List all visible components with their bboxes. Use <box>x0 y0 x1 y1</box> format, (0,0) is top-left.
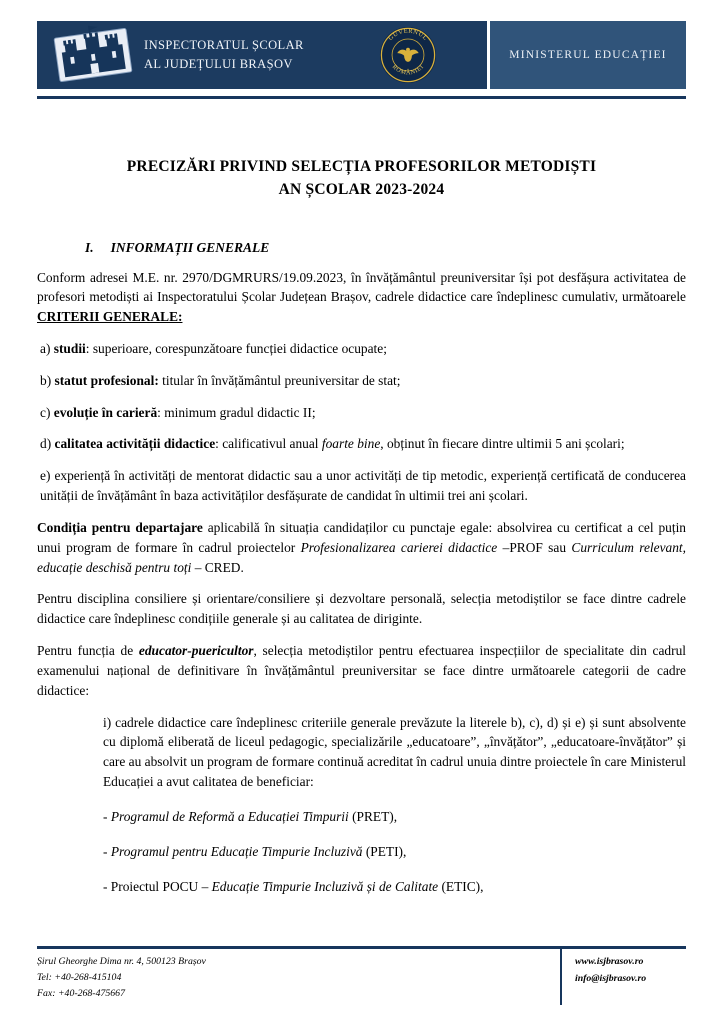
seal-text-top: GUVERNUL <box>387 27 429 43</box>
inspectorate-fortress-logo-icon <box>51 25 135 85</box>
footer-columns <box>37 949 686 1002</box>
document-body <box>37 99 686 896</box>
criterion-b: b) statut profesional: titular în învățământul preuniversitar de stat; <box>40 372 401 388</box>
criterion-d: d) calitatea activității didactice: calificativul anual foarte bine, obținut în fiecare dintre ultimii 5 ani școlari; <box>40 436 625 452</box>
ministry-name: MINISTERUL EDUCAȚIEI <box>509 49 667 61</box>
footer-divider <box>560 949 562 1005</box>
page-footer <box>37 946 686 1002</box>
footer-address: Șirul Gheorghe Dima nr. 4, 500123 Brașov <box>37 956 206 967</box>
letterhead <box>37 21 686 89</box>
footer-email: info@isjbrasov.ro <box>575 972 647 984</box>
paragraph-educator-puericultor: Pentru funcția de educator-puericultor, selecția metodiștilor pentru efectuarea inspecțiilor de specialitate din cadrul examenului național de definitivare în învățământul preuniversitar se face dintre următoarele categorii de cadre didactice: <box>37 643 686 698</box>
section-number: I. <box>85 239 94 255</box>
paragraph-counseling: Pentru disciplina consiliere și orientare/consiliere și dezvoltare personală, selecția metodiștilor se face dintre cadrele didactice care îndeplinesc condițiile generale și au calitatea de diriginte. <box>37 591 686 627</box>
footer-web-block <box>575 954 646 987</box>
footer-tel: Tel: +40-268-415104 <box>37 971 122 983</box>
footer-website: www.isjbrasov.ro <box>575 956 644 967</box>
project-etic: - Proiectul POCU – Educație Timpurie Incluzivă și de Calitate (ETIC), <box>103 878 484 894</box>
footer-fax: Fax: +40-268-475667 <box>37 987 125 999</box>
paragraph-general-criteria: Conform adresei M.E. nr. 2970/DGMRURS/19.09.2023, în învățământul preuniversitar își pot desfășura activitatea de profesori metodiști ai Inspectoratului Școlar Județean Brașov, cadrele didactice care îndeplinesc cumulativ, următoarele CRITERII GENERALE: <box>37 269 686 325</box>
project-peti: - Programul pentru Educație Timpurie Incluzivă (PETI), <box>103 843 407 859</box>
category-i: i) cadrele didactice care îndeplinesc criteriile generale prevăzute la literele b), c), d) și e) și sunt absolvente cu diplomă eliberată de liceul pedagogic, specializările „educatoare”, „învățător”, „educatoare-învățător” și care au absolvit un program de formare continuă acreditat în cadrul unuia dintre proiectele în care Ministerul Educației a avut calitatea de beneficiar: <box>103 714 686 790</box>
criterion-e: e) experiență în activități de mentorat didactic sau a unor activități de tip metodic, experiență certificată de conducerea unității de învățământ în baza activităților desfășurate de candidat în ultimii trei ani școlari. <box>40 468 686 504</box>
section-heading <box>85 240 686 256</box>
government-seal-icon <box>379 26 437 84</box>
inspectorate-name <box>144 36 304 74</box>
inspectorate-name-line1: INSPECTORATUL ȘCOLAR <box>144 38 304 53</box>
seal-text-bottom: ROMÂNIEI <box>390 63 426 77</box>
inspectorate-name-line2: AL JUDEȚULUI BRAȘOV <box>144 57 293 71</box>
paragraph-tiebreaker: Condiția pentru departajare aplicabilă în situația candidaților cu punctaje egale: absolvirea cu certificat a cel puțin unui program de formare în cadrul proiectelor Profesionalizarea carierei didactice –PROF sau Curriculum relevant, educație deschisă pentru toți – CRED. <box>37 519 686 575</box>
section-title: INFORMAȚII GENERALE <box>110 239 270 255</box>
document-title <box>37 155 686 202</box>
criterion-a: a) studii: superioare, corespunzătoare funcției didactice ocupate; <box>40 340 387 356</box>
project-pret: - Programul de Reformă a Educației Timpurii (PRET), <box>103 808 398 824</box>
document-title-line1: PRECIZĂRI PRIVIND SELECȚIA PROFESORILOR METODIȘTI <box>126 158 597 175</box>
document-title-line2: AN ȘCOLAR 2023-2024 <box>278 181 445 199</box>
inspectorate-block <box>37 21 487 89</box>
criterion-c: c) evoluție în carieră: minimum gradul didactic II; <box>40 404 316 420</box>
ministry-block <box>490 21 686 89</box>
